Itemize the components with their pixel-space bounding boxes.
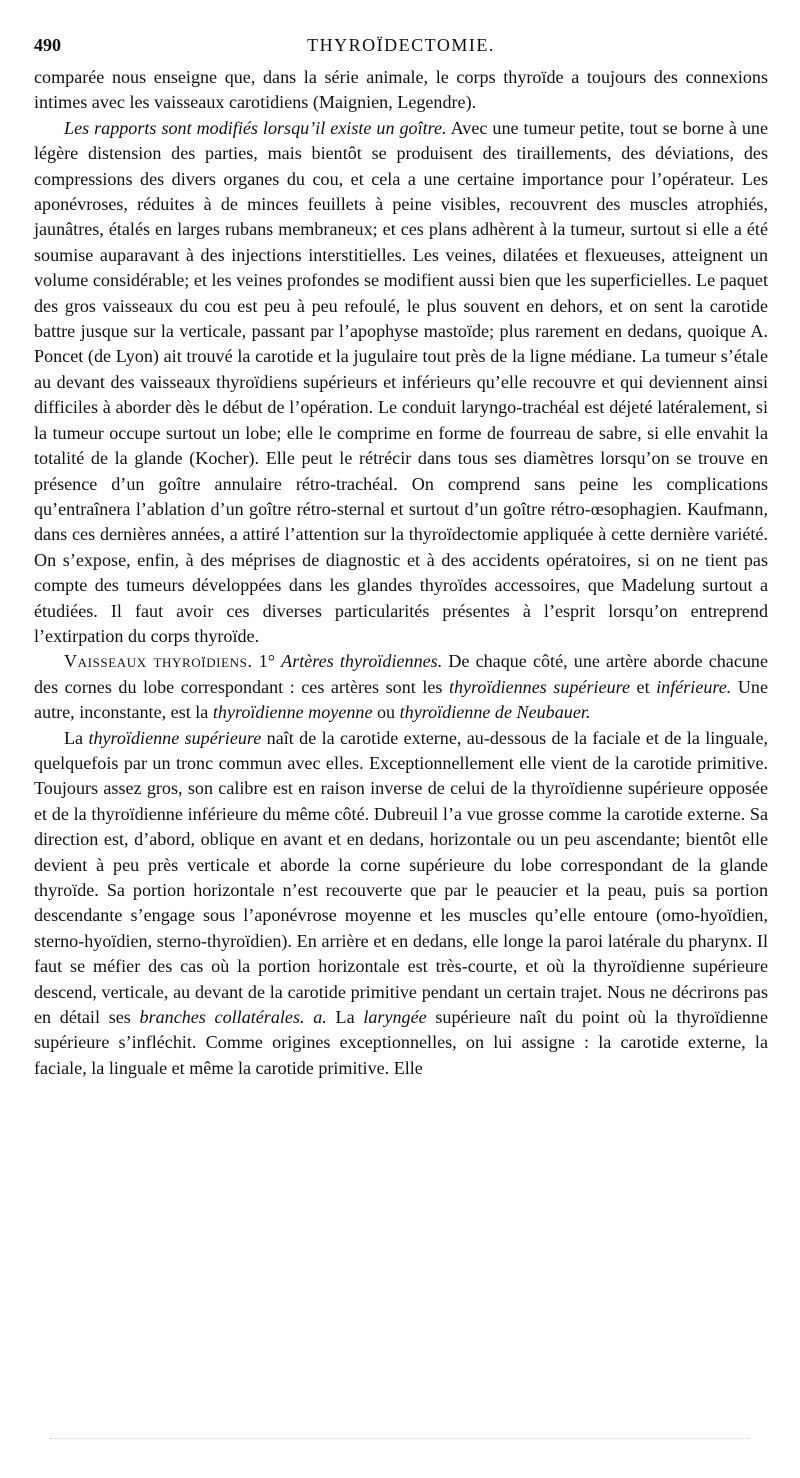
text-segment: comparée nous enseigne que, dans la série animale, le corps thyroïde a toujours des connexions intimes avec les vaisseaux carotidiens (Maignien, Legendre). (34, 67, 768, 113)
italic-segment: thyroïdienne supérieure (88, 727, 262, 748)
italic-segment: thyroïdienne de Neubauer. (399, 702, 591, 723)
document-page (34, 30, 768, 1081)
italic-segment: thyroïdienne moyenne (212, 702, 373, 723)
paragraph-p4 (34, 726, 768, 1082)
text-segment: La (326, 1007, 364, 1028)
text-segment: Avec une tumeur petite, tout se borne à une légère distension des parties, mais bientôt se produisent des tiraillements, des déviations, des compressions des divers organes du cou, et cela a une certaine importance pour l’opérateur. Les aponévroses, réduites à de minces feuillets à peine visibles, recouvrent des muscles atrophiés, jaunâtres, étalés en larges rubans membraneux; et ces plans adhèrent à la tumeur, surtout si elle a été soumise auparavant à des injections interstitielles. Les veines, dilatées et flexueuses, atteignent un volume considérable; et les veines profondes se modifient aussi bien que les superficielles. Le paquet des gros vaisseaux du cou est peu à peu refoulé, le plus souvent en dehors, et on sent la carotide battre jusque sur la verticale, passant par l’apophyse mastoïde; plus rarement en dedans, quoique A. Poncet (de Lyon) ait trouvé la carotide et la jugulaire tout près de la ligne médiane. La tumeur s’étale au devant des vaisseaux thyroïdiens supérieurs et inférieurs qu’elle recouvre et qui deviennent ainsi difficiles à aborder dès le début de l’opération. Le conduit laryngo-trachéal est déjeté latéralement, si la tumeur occupe surtout un lobe; elle le comprime en forme de fourreau de sabre, si elle envahit la totalité de la glande (Kocher). Elle peut le rétrécir dans tous ses diamètres lorsqu’on se trouve en présence d’un goître annulaire rétro-trachéal. On comprend sans peine les complications qu’entraînera l’ablation d’un goître rétro-sternal et surtout d’un goître rétro-œsophagien. Kaufmann, dans ces dernières années, a attiré l’attention sur la thyroïdectomie appliquée à cette dernière variété. On s’expose, enfin, à des méprises de diagnostic et à des accidents opératoires, si on ne tient pas compte des tumeurs développées dans les glandes thyroïdes accessoires, que Madelung surtout a étudiées. Il faut avoir ces diverses particularités présentes à l’esprit lorsqu’on entreprend l’extirpation du corps thyroïde. (34, 117, 768, 646)
text-segment: naît de la carotide externe, au-dessous de la faciale et de la linguale, quelquefois par un tronc commun avec elles. Exceptionnellement elle vient de la carotide primitive. Toujours assez gros, son calibre est en raison inverse de celui de la thyroïdienne supérieure opposée et de la thyroïdienne inférieure du même côté. Dubreuil l’a vue grosse comme la carotide externe. Sa direction est, d’abord, oblique en avant et en dedans, horizontale ou un peu ascendante; bientôt elle devient à peu près verticale et aborde la corne supérieure du lobe correspondant de la glande thyroïde. Sa portion horizontale n’est recouverte que par le peaucier et la peau, puis sa portion descendante s’engage sous l’aponévrose moyenne et les muscles qu’elle entoure (omo-hyoïdien, sterno-hyoïdien, sterno-thyroïdien). En arrière et en dedans, elle longe la paroi latérale du pharynx. Il faut se méfier des cas où la portion horizontale est très-courte, et où la thyroïdienne supérieure descend, verticale, au devant de la carotide primitive pendant un certain trajet. Nous ne décrirons pas en détail ses (34, 727, 769, 1028)
paragraph-p1 (34, 65, 768, 116)
italic-segment: Artères thyroïdiennes. (281, 651, 443, 672)
text-segment (305, 1007, 314, 1027)
italic-segment: a. (313, 1007, 327, 1028)
running-title: THYROÏDECTOMIE. (307, 35, 495, 55)
small-caps-heading: Vaisseaux thyroïdiens. (64, 651, 253, 672)
text-segment: La (64, 727, 89, 748)
page-number: 490 (34, 35, 61, 55)
paragraph-p3 (34, 649, 768, 725)
text-segment: et (630, 676, 657, 697)
italic-segment: Les rapports sont modifiés lorsqu’il existe un goître. (64, 117, 447, 138)
text-segment: ou (372, 702, 400, 723)
text-segment: supérieure naît du point où la thyroïdienne supérieure s’infléchit. Comme origines exceptionnelles, on lui assigne : la carotide externe, la faciale, la linguale et même la carotide primitive. Elle (34, 1007, 768, 1078)
text-segment: Une autre, inconstante, est la (34, 676, 768, 723)
body-text (34, 65, 768, 1081)
page-edge-noise (50, 1438, 750, 1445)
text-segment: De chaque côté, une artère aborde chacune des cornes du lobe correspondant : ces artères sont les (34, 651, 768, 697)
italic-segment: inférieure. (656, 676, 732, 697)
paragraph-p2 (34, 116, 768, 650)
italic-segment: laryngée (363, 1007, 427, 1028)
text-segment: 1° (252, 651, 282, 672)
italic-segment: branches collatérales. (139, 1007, 305, 1028)
italic-segment: thyroïdiennes supérieure (448, 676, 631, 697)
page-header (34, 30, 768, 60)
